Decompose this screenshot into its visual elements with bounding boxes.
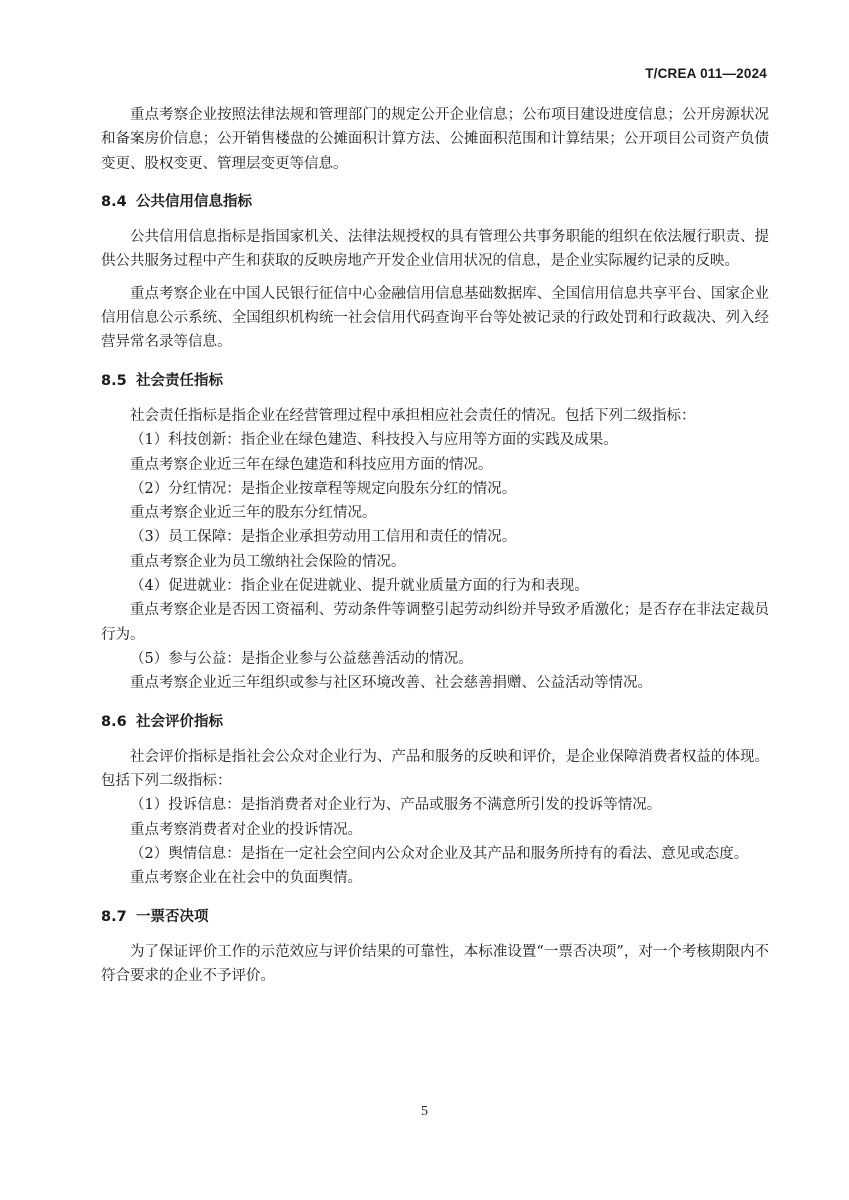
section-number: 8.6 (101, 713, 127, 730)
body-paragraph: 重点考察企业在中国人民银行征信中心金融信用信息基础数据库、全国信用信息共享平台、国家企业信用信息公示系统、全国组织机构统一社会信用代码查询平台等处被记录的行政处罚和行政裁决、列入经营异常名录等信息。 (101, 285, 769, 351)
body-paragraph: 重点考察企业按照法律法规和管理部门的规定公开企业信息；公布项目建设进度信息；公开房源状况和备案房价信息；公开销售楼盘的公摊面积计算方法、公摊面积范围和计算结果；公开项目公司资产负债变更、股权变更、管理层变更等信息。 (101, 107, 769, 172)
section-heading (101, 190, 769, 214)
body-paragraph: （2）分红情况：是指企业按章程等规定向股东分红的情况。 (130, 480, 517, 497)
body-paragraph: （5）参与公益：是指企业参与公益慈善活动的情况。 (130, 650, 473, 667)
page-number: 5 (421, 1104, 428, 1119)
section-title: 社会责任指标 (136, 372, 223, 389)
body-paragraph: （1）投诉信息：是指消费者对企业行为、产品或服务不满意所引发的投诉等情况。 (130, 797, 662, 814)
body-paragraph: 重点考察企业为员工缴纳社会保险的情况。 (130, 553, 406, 570)
body-paragraph: （3）员工保障：是指企业承担劳动用工信用和责任的情况。 (130, 529, 517, 546)
section-title: 社会评价指标 (136, 713, 223, 730)
section-heading (101, 369, 769, 393)
section-title: 一票否决项 (136, 908, 209, 925)
body-paragraph: 重点考察企业近三年的股东分红情况。 (130, 505, 377, 522)
body-paragraph: 重点考察企业近三年在绿色建造和科技应用方面的情况。 (130, 456, 493, 473)
document-code-header: T/CREA 011—2024 (645, 66, 767, 81)
document-body (101, 103, 769, 989)
section-heading (101, 905, 769, 929)
section-title: 公共信用信息指标 (136, 193, 252, 210)
body-paragraph: （4）促进就业：指企业在促进就业、提升就业质量方面的行为和表现。 (130, 578, 589, 595)
body-paragraph: 公共信用信息指标是指国家机关、法律法规授权的具有管理公共事务职能的组织在依法履行职责、提供公共服务过程中产生和获取的反映房地产开发企业信用状况的信息，是企业实际履约记录的反映。 (101, 229, 769, 270)
body-paragraph: （1）科技创新：指企业在绿色建造、科技投入与应用等方面的实践及成果。 (130, 432, 618, 449)
body-paragraph: （2）舆情信息：是指在一定社会空间内公众对企业及其产品和服务所持有的看法、意见或态度。 (130, 846, 749, 863)
body-paragraph: 重点考察消费者对企业的投诉情况。 (130, 821, 362, 838)
section-heading (101, 710, 769, 734)
section-number: 8.5 (101, 372, 127, 389)
body-paragraph: 重点考察企业在社会中的负面舆情。 (130, 870, 362, 887)
body-paragraph: 社会责任指标是指企业在经营管理过程中承担相应社会责任的情况。包括下列二级指标： (130, 407, 696, 424)
body-paragraph: 重点考察企业是否因工资福利、劳动条件等调整引起劳动纠纷并导致矛盾激化；是否存在非法定裁员行为。 (101, 602, 769, 643)
body-paragraph: 社会评价指标是指社会公众对企业行为、产品和服务的反映和评价，是企业保障消费者权益的体现。包括下列二级指标： (101, 748, 769, 790)
section-number: 8.7 (101, 908, 127, 925)
body-paragraph: 重点考察企业近三年组织或参与社区环境改善、社会慈善捐赠、公益活动等情况。 (130, 675, 652, 692)
body-paragraph: 为了保证评价工作的示范效应与评价结果的可靠性，本标准设置“一票否决项”，对一个考核期限内不符合要求的企业不予评价。 (101, 943, 769, 985)
section-number: 8.4 (101, 193, 127, 210)
